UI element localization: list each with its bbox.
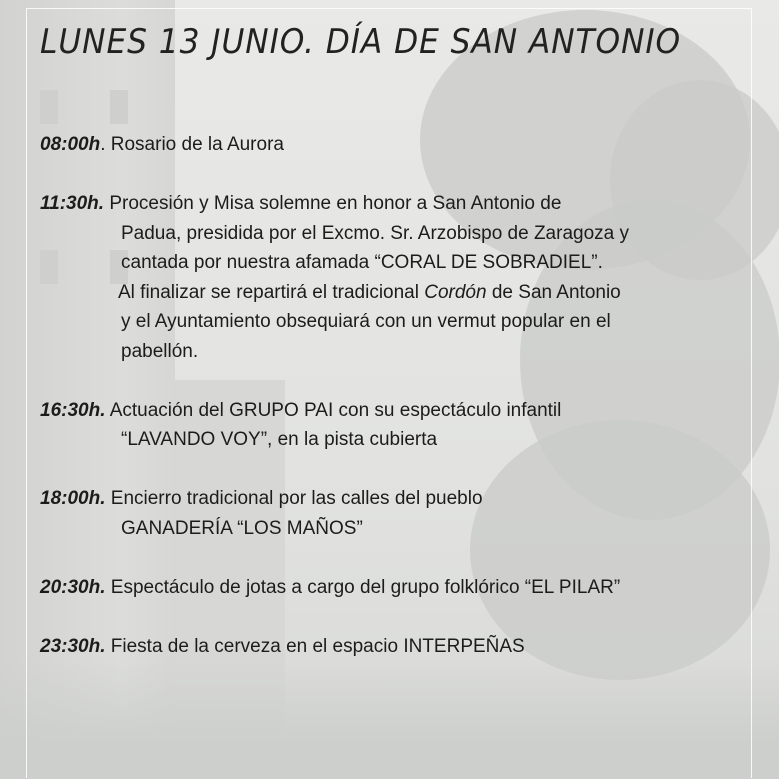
- event-description-line: Padua, presidida por el Excmo. Sr. Arzobispo de Zaragoza y: [121, 222, 629, 244]
- event-description: Procesión y Misa solemne en honor a San Antonio de: [109, 193, 562, 214]
- event-time: 23:30h.: [40, 635, 106, 657]
- event-time: 08:00h: [40, 134, 101, 155]
- event-text-emphasis: Cordón: [424, 281, 487, 303]
- event-text: Al finalizar se repartirá el tradicional: [118, 281, 425, 303]
- event-text: de San Antonio: [486, 281, 621, 303]
- event-2030: [40, 573, 752, 603]
- event-description: Encierro tradicional por las calles del pueblo: [110, 488, 483, 509]
- event-2330: [40, 632, 752, 662]
- event-description-line: [40, 278, 752, 308]
- event-description-line: GANADERÍA “LOS MAÑOS”: [121, 517, 363, 539]
- event-description-line: y el Ayuntamiento obsequiará con un vermut popular en el: [121, 311, 611, 332]
- schedule: [40, 130, 752, 661]
- event-description: Rosario de la Aurora: [110, 134, 284, 155]
- event-time: 18:00h.: [40, 488, 106, 509]
- event-description-line: pabellón.: [121, 340, 199, 362]
- event-description-line: “LAVANDO VOY”, en la pista cubierta: [121, 429, 438, 450]
- event-1630: [40, 396, 752, 455]
- event-description-line: cantada por nuestra afamada “CORAL DE SOBRADIEL”.: [121, 252, 603, 273]
- event-description: Actuación del GRUPO PAI con su espectáculo infantil: [109, 399, 562, 421]
- event-description: Espectáculo de jotas a cargo del grupo folklórico “EL PILAR”: [110, 576, 621, 598]
- event-time: 16:30h.: [40, 399, 106, 421]
- event-1800: [40, 484, 752, 543]
- event-time: 11:30h.: [40, 193, 105, 214]
- event-time: 20:30h.: [40, 576, 106, 598]
- event-1130: [40, 189, 752, 366]
- event-0800: 08:00h. Rosario de la Aurora: [40, 134, 284, 155]
- event-description: Fiesta de la cerveza en el espacio INTERPEÑAS: [110, 635, 525, 657]
- page-title: LUNES 13 JUNIO. DÍA DE SAN ANTONIO: [40, 22, 682, 62]
